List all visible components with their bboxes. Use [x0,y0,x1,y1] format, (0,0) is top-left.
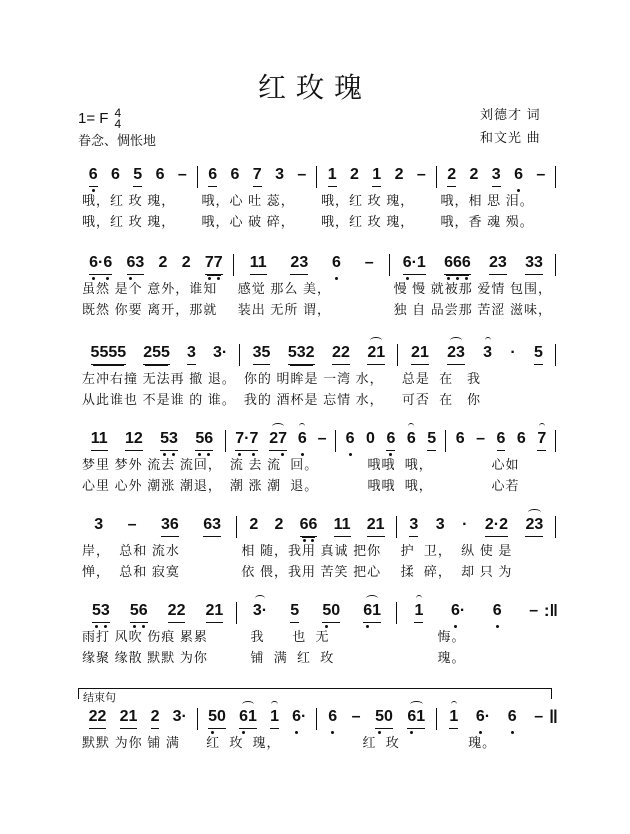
notes [244,344,394,368]
notes [241,516,392,540]
low-octave-dot [496,625,499,628]
lyric-line: 哦，红 玫 瑰， [82,193,176,208]
low-octave-dot [217,277,220,280]
note-group: 2 [158,254,168,271]
note-group: 66 [300,516,318,537]
low-octave-dot [92,189,95,192]
lyric-line: 护 卫， 纵 使 是 [400,543,513,558]
lyric-line: 哦，心 吐 蕊， [201,193,295,208]
lyric-line: 依 偎，我用 苦笑 把心 [241,564,382,579]
note-group: 3 [409,516,418,537]
lyric-line: 瑰。 [440,735,497,750]
lyric-line: 哦，心 破 碎， [201,214,295,229]
composer-credit: 和文光 曲 [480,130,541,145]
note-group: 1 [414,602,423,623]
ending-bracket [78,688,552,704]
note-group: · [462,516,468,533]
note-group: – [536,166,546,183]
note-group: 63 [127,254,145,275]
notes [82,430,222,454]
note-group: 2 [349,166,359,183]
lyric-line: 潮 涨 潮 退。 [229,478,319,493]
lyric-line: 虽然 是个 意外，谁知 [82,281,218,296]
note-group: 3 [94,516,104,533]
note-group: 6· [476,708,490,728]
measure [78,516,237,582]
time-top: 4 [114,106,122,120]
note-group: 6 [208,166,217,187]
note-group: 6 [230,166,240,183]
lyric-line: 哦哦 哦， [339,478,433,493]
notes [82,516,233,540]
staff-row [78,708,556,774]
measure [226,430,336,496]
lyric-line: 瑰。 [400,650,466,665]
measure [78,602,237,668]
note-group: 3· [253,602,267,622]
notes [241,602,392,626]
note-group: – [351,708,361,725]
low-octave-dot [335,277,338,280]
note-group: – [317,430,327,447]
lyric-line: 哦，香 魂 殒。 [440,214,534,229]
note-group: 5555 [91,344,127,365]
note-group: 6· [292,708,306,728]
lyric-line: 铺 满 红 玫 [241,650,335,665]
notes [82,254,230,278]
measure [398,344,556,410]
notes [401,516,552,540]
lyric-line: 我的 酒杯是 忘情 水， [243,392,384,407]
lyric-line: 感觉 那么 美， [237,281,332,296]
note-group: · [510,344,516,361]
note-group: 50 [208,708,226,729]
low-octave-dot [406,277,409,280]
note-group: 3 [483,344,492,364]
note-group: 5 [427,430,436,451]
lyric-line: 哦，相 思 泪。 [440,193,534,208]
note-group: 7·7 [235,430,258,451]
note-group: 2 [394,166,404,183]
low-octave-dot [479,731,482,734]
low-octave-dot [172,453,175,456]
time-bottom: 4 [114,117,122,131]
staff-row [78,602,556,668]
note-group: 53 [92,602,110,623]
lyric-line: 岸， 总和 流水 [82,543,180,558]
measure [437,708,557,774]
note-group: 0 [366,430,375,447]
lyric-line: 揉 碎， 却 只 为 [400,564,513,579]
note-group: 63 [203,516,221,537]
note-group: 33 [525,254,543,275]
low-octave-dot [454,625,457,628]
note-group: 1 [372,166,381,187]
measure [336,430,446,496]
lyric-line: 哦哦 哦， [339,457,433,472]
note-group: 50 [322,602,340,623]
notes [321,166,433,190]
measure [237,602,396,668]
measure [78,166,198,232]
measure [397,516,556,582]
measure [78,430,226,496]
note-group: 5 [534,344,543,365]
lyric-line: 哦，红 玫 瑰， [321,193,415,208]
low-octave-dot [447,277,450,280]
note-group: 50 [375,708,393,729]
ending-label: 结束句 [83,692,116,704]
note-group: 3 [187,344,196,365]
low-octave-dot [511,731,514,734]
note-group: 61 [363,602,381,623]
note-group: 6 [508,708,517,728]
lyric-line [321,753,433,774]
lyric-line [202,753,314,774]
low-octave-dot [133,625,136,628]
note-group: 6·6 [89,254,112,275]
key-text: 1= F [78,109,109,127]
lyric-line: 心里 心外 潮涨 潮退， [82,478,222,493]
expression-marking: 眷念、惆怅地 [78,133,157,148]
note-group: 666 [444,254,471,275]
lyric-line: 左冲右撞 无法再 撤 退。 [82,371,236,386]
notes [230,430,332,454]
note-group: 11 [91,430,108,451]
low-octave-dot [456,277,459,280]
note-group: 6· [451,602,465,622]
notes [321,708,433,732]
notes [82,166,194,190]
lyric-line: 悔。 [400,629,466,644]
note-group: 3 [492,166,501,187]
measure [240,344,398,410]
measure [198,708,318,774]
notes [82,344,236,368]
low-octave-dot [142,625,145,628]
measure [237,516,396,582]
note-group: 23 [525,516,543,537]
note-group: 2 [249,516,259,533]
notes [82,602,233,626]
note-group: 6 [328,708,337,728]
note-group: 23 [489,254,507,275]
notes [202,166,314,190]
song-title: 红玫瑰 [257,72,372,103]
note-group: 6 [346,430,355,450]
measure [78,708,198,774]
lyric-line: 心如 [449,457,520,472]
measure [234,254,390,320]
note-group: 2·2 [485,516,508,537]
note-group: 7 [253,166,262,187]
lyric-line [82,753,194,774]
low-octave-dot [465,277,468,280]
note-group: 3 [275,166,284,183]
lyric-line: 独 自 品尝那 苦涩 滋味， [393,302,553,317]
note-group: 77 [205,254,223,275]
lyric-line: 总是 在 我 [401,371,481,386]
measure [78,344,240,410]
note-group: 7 [537,430,546,451]
lyric-line: 惮， 总和 寂寞 [82,564,180,579]
note-group: 6 [497,430,506,451]
measure [446,430,556,496]
note-group: 6 [89,166,98,187]
note-group: – [534,708,544,725]
lyricist-credit: 刘德才 词 [480,107,541,122]
note-group: 6 [514,166,523,186]
note-group: 36 [161,516,179,537]
note-group: 6 [110,166,120,183]
staff-row [78,516,556,582]
notes [394,254,552,278]
notes [202,708,314,732]
note-group: 27 [269,430,287,451]
low-octave-dot [208,277,211,280]
note-group: – [177,166,187,183]
measure [317,166,437,232]
low-octave-dot [303,539,306,542]
lyric-line: 哦，红 玫 瑰， [82,214,176,229]
note-group: 22 [168,602,186,623]
notes [340,430,442,454]
lyric-line: 可否 在 你 [401,392,481,407]
note-group: 3· [172,708,187,725]
key-signature [78,108,121,130]
low-octave-dot [104,625,107,628]
lyric-line: 雨打 风吹 伤痕 累累 [82,629,208,644]
staff-row [78,166,556,232]
note-group: 5 [133,166,142,187]
note-group: 6 [493,602,502,622]
note-group: 21 [367,344,385,365]
note-group: 6 [516,430,526,447]
note-group: 61 [407,708,425,729]
note-group: – [529,602,539,619]
note-group: 6 [407,430,416,450]
lyric-line: 相 随，我用 真诚 把你 [241,543,382,558]
note-group: 6·1 [403,254,426,275]
note-group: 255 [143,344,170,365]
lyric-line: 你的 明眸是 一湾 水， [243,371,384,386]
measure [390,254,556,320]
note-group: 56 [130,602,148,623]
note-group: 11 [334,516,351,537]
time-signature [114,108,121,130]
lyric-line: 哦，红 玫 瑰， [321,214,415,229]
note-group: – [127,516,137,533]
note-group: 6 [332,254,341,274]
measure [437,166,557,232]
note-group: 1 [449,708,458,729]
lyric-line: 既然 你要 离开，那就 [82,302,218,317]
note-group: 12 [125,430,143,451]
note-group: 6 [455,430,465,447]
notes [402,344,552,368]
measure [397,602,556,668]
lyric-line: 红 玫 [321,735,400,750]
lyric-line: 红 玫 瑰， [201,735,281,750]
note-group: 2 [151,708,160,729]
notes [441,708,553,732]
notes [82,708,194,732]
note-group: 56 [195,430,213,451]
note-group: – [297,166,307,183]
notes [401,602,552,626]
lyric-line: 慢 慢 就被那 爱情 包围， [393,281,553,296]
notes [450,430,552,454]
note-group: 11 [250,254,267,275]
note-group: – [476,430,485,447]
note-group: 23 [290,254,308,275]
low-octave-dot [301,453,304,456]
lyric-line: 装出 无所 谓， [237,302,332,317]
note-group: 35 [253,344,271,365]
note-group: 2 [274,516,284,533]
note-group: 532 [288,344,315,365]
note-group: 2 [469,166,479,183]
lyric-line: 从此谁也 不是谁 的 谁。 [82,392,236,407]
measure [198,166,318,232]
measure [78,254,234,320]
staff-row [78,344,556,410]
note-group: 21 [367,516,385,537]
note-group: 1 [328,166,337,187]
lyric-line [441,753,553,774]
note-group: 5 [290,602,299,623]
note-group: 6 [386,430,395,451]
note-group: 6 [298,430,307,450]
note-group: 23 [447,344,465,365]
note-group: – [364,254,374,271]
note-group: 22 [89,708,107,729]
note-group: 1 [270,708,279,729]
lyric-line: 梦里 梦外 流去 流回， [82,457,222,472]
note-group: 21 [411,344,429,365]
lyric-line: 流 去 流 回。 [229,457,319,472]
low-octave-dot [95,625,98,628]
lyric-line: 心若 [449,478,520,493]
staff-row [78,254,556,320]
measure [317,708,437,774]
note-group: 22 [332,344,350,365]
low-octave-dot [349,453,352,456]
note-group: 2 [447,166,456,187]
note-group: 21 [206,602,224,623]
notes [441,166,553,190]
staff-row [78,430,556,496]
note-group: 21 [120,708,138,729]
note-group: 61 [239,708,257,729]
lyric-line: 我 也 无 [241,629,330,644]
lyric-line: 缘聚 缘散 默默 为你 [82,650,208,665]
note-group: 3 [435,516,445,533]
note-group: 2 [181,254,191,271]
note-group: 6 [155,166,165,183]
lyric-line: 默默 为你 铺 满 [82,735,180,750]
note-group: 53 [160,430,178,451]
note-group: – [416,166,426,183]
notes [238,254,386,278]
note-group: 3· [213,344,228,361]
